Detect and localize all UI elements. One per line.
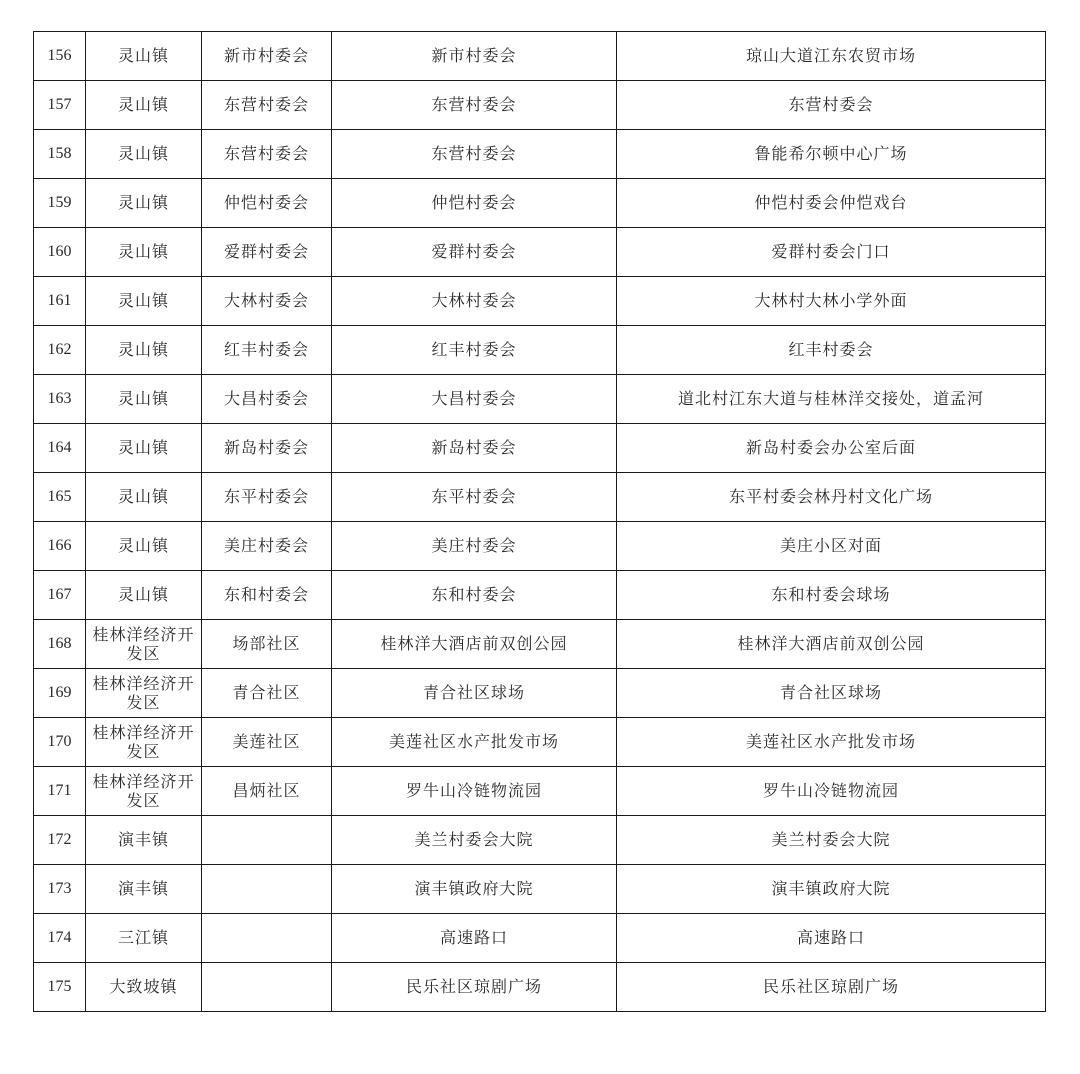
row-number-cell: 163 [34, 375, 86, 424]
site-cell: 新岛村委会 [332, 424, 617, 473]
row-number-cell: 158 [34, 130, 86, 179]
committee-cell: 新市村委会 [202, 32, 332, 81]
committee-cell: 东平村委会 [202, 473, 332, 522]
table-row [34, 865, 1046, 914]
site-cell: 爱群村委会 [332, 228, 617, 277]
location-cell: 道北村江东大道与桂林洋交接处，道孟河 [617, 375, 1046, 424]
row-number-cell: 159 [34, 179, 86, 228]
town-cell: 大致坡镇 [86, 963, 202, 1012]
location-cell: 新岛村委会办公室后面 [617, 424, 1046, 473]
site-cell: 东营村委会 [332, 130, 617, 179]
row-number-cell: 165 [34, 473, 86, 522]
row-number-cell: 172 [34, 816, 86, 865]
location-cell: 美庄小区对面 [617, 522, 1046, 571]
committee-cell: 新岛村委会 [202, 424, 332, 473]
location-cell: 桂林洋大酒店前双创公园 [617, 620, 1046, 669]
town-cell: 灵山镇 [86, 424, 202, 473]
table-row [34, 914, 1046, 963]
town-cell: 三江镇 [86, 914, 202, 963]
committee-cell: 红丰村委会 [202, 326, 332, 375]
site-cell: 东平村委会 [332, 473, 617, 522]
location-cell: 大林村大林小学外面 [617, 277, 1046, 326]
table-row [34, 571, 1046, 620]
table-row [34, 130, 1046, 179]
table-row [34, 228, 1046, 277]
row-number-cell: 168 [34, 620, 86, 669]
committee-cell [202, 914, 332, 963]
town-cell: 灵山镇 [86, 81, 202, 130]
site-cell: 美莲社区水产批发市场 [332, 718, 617, 767]
town-cell: 桂林洋经济开发区 [86, 620, 202, 669]
site-cell: 美庄村委会 [332, 522, 617, 571]
row-number-cell: 156 [34, 32, 86, 81]
location-cell: 琼山大道江东农贸市场 [617, 32, 1046, 81]
town-cell: 演丰镇 [86, 865, 202, 914]
row-number-cell: 162 [34, 326, 86, 375]
town-cell: 灵山镇 [86, 130, 202, 179]
table-row [34, 816, 1046, 865]
town-cell: 灵山镇 [86, 228, 202, 277]
row-number-cell: 174 [34, 914, 86, 963]
town-cell: 灵山镇 [86, 375, 202, 424]
location-cell: 东和村委会球场 [617, 571, 1046, 620]
row-number-cell: 166 [34, 522, 86, 571]
table-row [34, 767, 1046, 816]
row-number-cell: 160 [34, 228, 86, 277]
location-cell: 东平村委会林丹村文化广场 [617, 473, 1046, 522]
site-cell: 桂林洋大酒店前双创公园 [332, 620, 617, 669]
site-cell: 罗牛山冷链物流园 [332, 767, 617, 816]
table-row [34, 326, 1046, 375]
row-number-cell: 161 [34, 277, 86, 326]
committee-cell: 东和村委会 [202, 571, 332, 620]
town-cell: 桂林洋经济开发区 [86, 767, 202, 816]
site-cell: 大昌村委会 [332, 375, 617, 424]
row-number-cell: 157 [34, 81, 86, 130]
table-row [34, 669, 1046, 718]
committee-cell: 昌炳社区 [202, 767, 332, 816]
committee-cell: 大昌村委会 [202, 375, 332, 424]
site-cell: 新市村委会 [332, 32, 617, 81]
committee-cell: 爱群村委会 [202, 228, 332, 277]
site-cell: 大林村委会 [332, 277, 617, 326]
town-cell: 演丰镇 [86, 816, 202, 865]
committee-cell: 青合社区 [202, 669, 332, 718]
town-cell: 桂林洋经济开发区 [86, 718, 202, 767]
table-row [34, 424, 1046, 473]
committee-cell [202, 963, 332, 1012]
location-cell: 红丰村委会 [617, 326, 1046, 375]
row-number-cell: 164 [34, 424, 86, 473]
table-row [34, 277, 1046, 326]
location-cell: 罗牛山冷链物流园 [617, 767, 1046, 816]
site-cell: 东营村委会 [332, 81, 617, 130]
town-cell: 桂林洋经济开发区 [86, 669, 202, 718]
committee-cell: 大林村委会 [202, 277, 332, 326]
location-cell: 东营村委会 [617, 81, 1046, 130]
table-row [34, 179, 1046, 228]
town-cell: 灵山镇 [86, 179, 202, 228]
site-cell: 青合社区球场 [332, 669, 617, 718]
table-row [34, 963, 1046, 1012]
row-number-cell: 167 [34, 571, 86, 620]
location-cell: 鲁能希尔顿中心广场 [617, 130, 1046, 179]
location-cell: 美兰村委会大院 [617, 816, 1046, 865]
committee-cell: 美庄村委会 [202, 522, 332, 571]
table-row [34, 375, 1046, 424]
committee-cell: 仲恺村委会 [202, 179, 332, 228]
committee-cell [202, 865, 332, 914]
committee-cell: 东营村委会 [202, 130, 332, 179]
table-row [34, 620, 1046, 669]
site-cell: 东和村委会 [332, 571, 617, 620]
committee-cell: 美莲社区 [202, 718, 332, 767]
town-cell: 灵山镇 [86, 522, 202, 571]
site-cell: 仲恺村委会 [332, 179, 617, 228]
town-cell: 灵山镇 [86, 277, 202, 326]
town-cell: 灵山镇 [86, 571, 202, 620]
town-cell: 灵山镇 [86, 326, 202, 375]
table-row [34, 718, 1046, 767]
site-cell: 民乐社区琼剧广场 [332, 963, 617, 1012]
site-cell: 高速路口 [332, 914, 617, 963]
row-number-cell: 170 [34, 718, 86, 767]
committee-cell: 东营村委会 [202, 81, 332, 130]
row-number-cell: 175 [34, 963, 86, 1012]
site-cell: 红丰村委会 [332, 326, 617, 375]
row-number-cell: 171 [34, 767, 86, 816]
location-cell: 民乐社区琼剧广场 [617, 963, 1046, 1012]
committee-cell: 场部社区 [202, 620, 332, 669]
location-cell: 爱群村委会门口 [617, 228, 1046, 277]
table-row [34, 473, 1046, 522]
site-cell: 美兰村委会大院 [332, 816, 617, 865]
table-row [34, 522, 1046, 571]
town-cell: 灵山镇 [86, 473, 202, 522]
location-cell: 青合社区球场 [617, 669, 1046, 718]
site-table [33, 31, 1046, 1012]
table-row [34, 81, 1046, 130]
row-number-cell: 173 [34, 865, 86, 914]
location-cell: 仲恺村委会仲恺戏台 [617, 179, 1046, 228]
row-number-cell: 169 [34, 669, 86, 718]
town-cell: 灵山镇 [86, 32, 202, 81]
committee-cell [202, 816, 332, 865]
site-cell: 演丰镇政府大院 [332, 865, 617, 914]
location-cell: 演丰镇政府大院 [617, 865, 1046, 914]
table-body [34, 32, 1046, 1012]
location-cell: 高速路口 [617, 914, 1046, 963]
location-cell: 美莲社区水产批发市场 [617, 718, 1046, 767]
table-row [34, 32, 1046, 81]
